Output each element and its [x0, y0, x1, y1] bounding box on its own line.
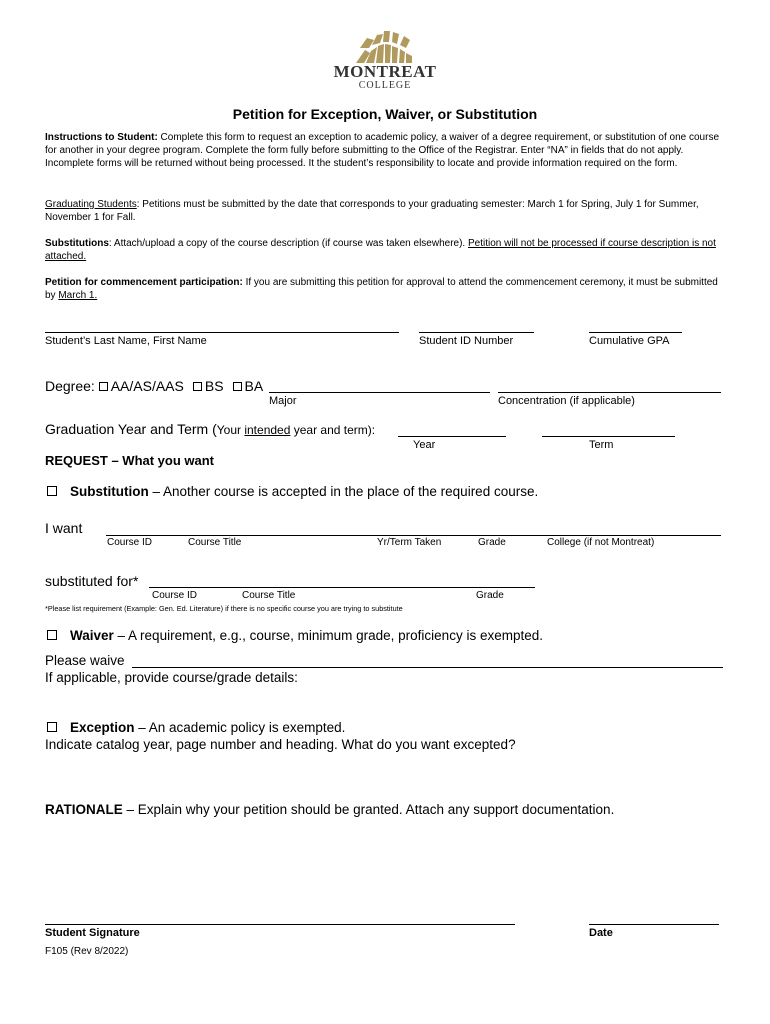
logo-sub: COLLEGE: [358, 80, 412, 91]
substitutions-paragraph: [45, 237, 727, 263]
waiver-row: [47, 628, 543, 643]
signature-label: Student Signature: [45, 927, 140, 939]
concentration-field[interactable]: [498, 392, 721, 393]
commencement-label: Petition for commencement participation:: [45, 277, 243, 288]
exception-checkbox[interactable]: [47, 722, 57, 732]
date-label: Date: [589, 927, 613, 939]
exception-desc: – An academic policy is exempted.: [134, 720, 346, 735]
commencement-deadline: March 1.: [58, 290, 98, 301]
major-label: Major: [269, 395, 297, 407]
substitution-title: Substitution: [70, 484, 149, 499]
rationale-title: RATIONALE: [45, 802, 123, 817]
graduation-label-b: Your: [216, 423, 245, 437]
student-id-field[interactable]: [419, 332, 534, 333]
col-yr-term: Yr/Term Taken: [377, 537, 442, 548]
rationale-row: [45, 802, 614, 817]
graduation-row: [45, 421, 375, 437]
col2-course-id: Course ID: [152, 590, 198, 601]
student-name-field[interactable]: [45, 332, 399, 333]
col-college: College (if not Montreat): [547, 537, 655, 548]
graduation-year-label: Year: [413, 439, 436, 451]
col-grade: Grade: [478, 537, 506, 548]
concentration-label: Concentration (if applicable): [498, 395, 635, 407]
degree-aa-checkbox[interactable]: [99, 382, 108, 391]
waiver-title: Waiver: [70, 628, 114, 643]
graduation-term-field[interactable]: [542, 436, 675, 437]
graduating-label: Graduating Students: [45, 199, 137, 210]
instructions-text: Complete this form to request an exception to academic policy, a waiver of a degree requirement, or substitution of one course for another in your degree program. Complete the form fully before submitting to the Office of the Registrar. Enter “NA” in fields that do not apply. Incomplete forms will be returned without being processed. It the student’s responsibility to locate and provide information required on the form.: [45, 132, 720, 169]
waiver-checkbox[interactable]: [47, 630, 57, 640]
commencement-text: If you are submitting this petition for approval to attend the commencement ceremony, it must be submitted by: [45, 277, 718, 301]
substitution-checkbox[interactable]: [47, 486, 57, 496]
request-heading: REQUEST – What you want: [45, 453, 215, 468]
instructions-label: Instructions to Student:: [45, 132, 158, 143]
graduation-label-a: Graduation Year and Term (: [45, 421, 217, 437]
exception-row: [47, 720, 345, 735]
logo-name: MONTREAT: [333, 62, 437, 81]
date-field[interactable]: [589, 924, 719, 925]
gpa-label: Cumulative GPA: [589, 335, 670, 347]
form-title: Petition for Exception, Waiver, or Substitution: [232, 106, 538, 122]
form-id: F105 (Rev 8/2022): [45, 946, 129, 957]
substitution-desc: – Another course is accepted in the place of the required course.: [148, 484, 539, 499]
degree-ba-label: BA: [244, 378, 264, 394]
graduation-label-d: year and term):: [290, 423, 376, 437]
please-waive-label: Please waive: [45, 653, 125, 668]
degree-ba-checkbox[interactable]: [233, 382, 242, 391]
substituted-for-field[interactable]: [149, 587, 535, 588]
college-logo: [320, 26, 450, 92]
exception-instructions: Indicate catalog year, page number and heading. What do you want excepted?: [45, 737, 516, 752]
degree-aa-label: AA/AS/AAS: [110, 378, 184, 394]
signature-field[interactable]: [45, 924, 515, 925]
waiver-details-label: If applicable, provide course/grade details:: [45, 670, 298, 685]
substitutions-text: : Attach/upload a copy of the course description (if course was taken elsewhere).: [108, 238, 468, 249]
substitutions-warning: Petition will not be processed if course description is not attached.: [45, 238, 716, 262]
instructions-paragraph: [45, 131, 727, 170]
col2-grade: Grade: [476, 590, 504, 601]
substitution-note: *Please list requirement (Example: Gen. Ed. Literature) if there is no specific course you are trying to substitute: [45, 604, 403, 613]
substitution-row: [47, 484, 538, 499]
degree-bs-checkbox[interactable]: [193, 382, 202, 391]
waiver-desc: – A requirement, e.g., course, minimum grade, proficiency is exempted.: [113, 628, 543, 643]
col2-course-title: Course Title: [242, 590, 296, 601]
graduation-year-field[interactable]: [398, 436, 506, 437]
rationale-desc: – Explain why your petition should be granted. Attach any support documentation.: [122, 802, 615, 817]
graduation-term-label: Term: [589, 439, 614, 451]
i-want-label: I want: [45, 520, 83, 536]
graduating-text: : Petitions must be submitted by the date that corresponds to your graduating semester: March 1 for Spring, July 1 for Summer, November 1 for Fall.: [45, 199, 699, 223]
gpa-field[interactable]: [589, 332, 682, 333]
degree-label: Degree:: [45, 378, 99, 394]
major-field[interactable]: [269, 392, 490, 393]
student-name-label: Student’s Last Name, First Name: [45, 335, 207, 347]
i-want-field[interactable]: [106, 535, 721, 536]
logo-mark-icon: [320, 26, 450, 64]
student-id-label: Student ID Number: [419, 335, 514, 347]
graduating-paragraph: [45, 198, 727, 224]
col-course-title: Course Title: [188, 537, 242, 548]
graduation-label-c: intended: [244, 423, 291, 437]
degree-bs-label: BS: [204, 378, 224, 394]
degree-row: [45, 378, 263, 394]
substituted-for-label: substituted for*: [45, 573, 139, 589]
exception-title: Exception: [70, 720, 135, 735]
please-waive-field[interactable]: [132, 667, 723, 668]
commencement-paragraph: [45, 276, 727, 302]
col-course-id: Course ID: [107, 537, 153, 548]
substitutions-label: Substitutions: [45, 238, 109, 249]
